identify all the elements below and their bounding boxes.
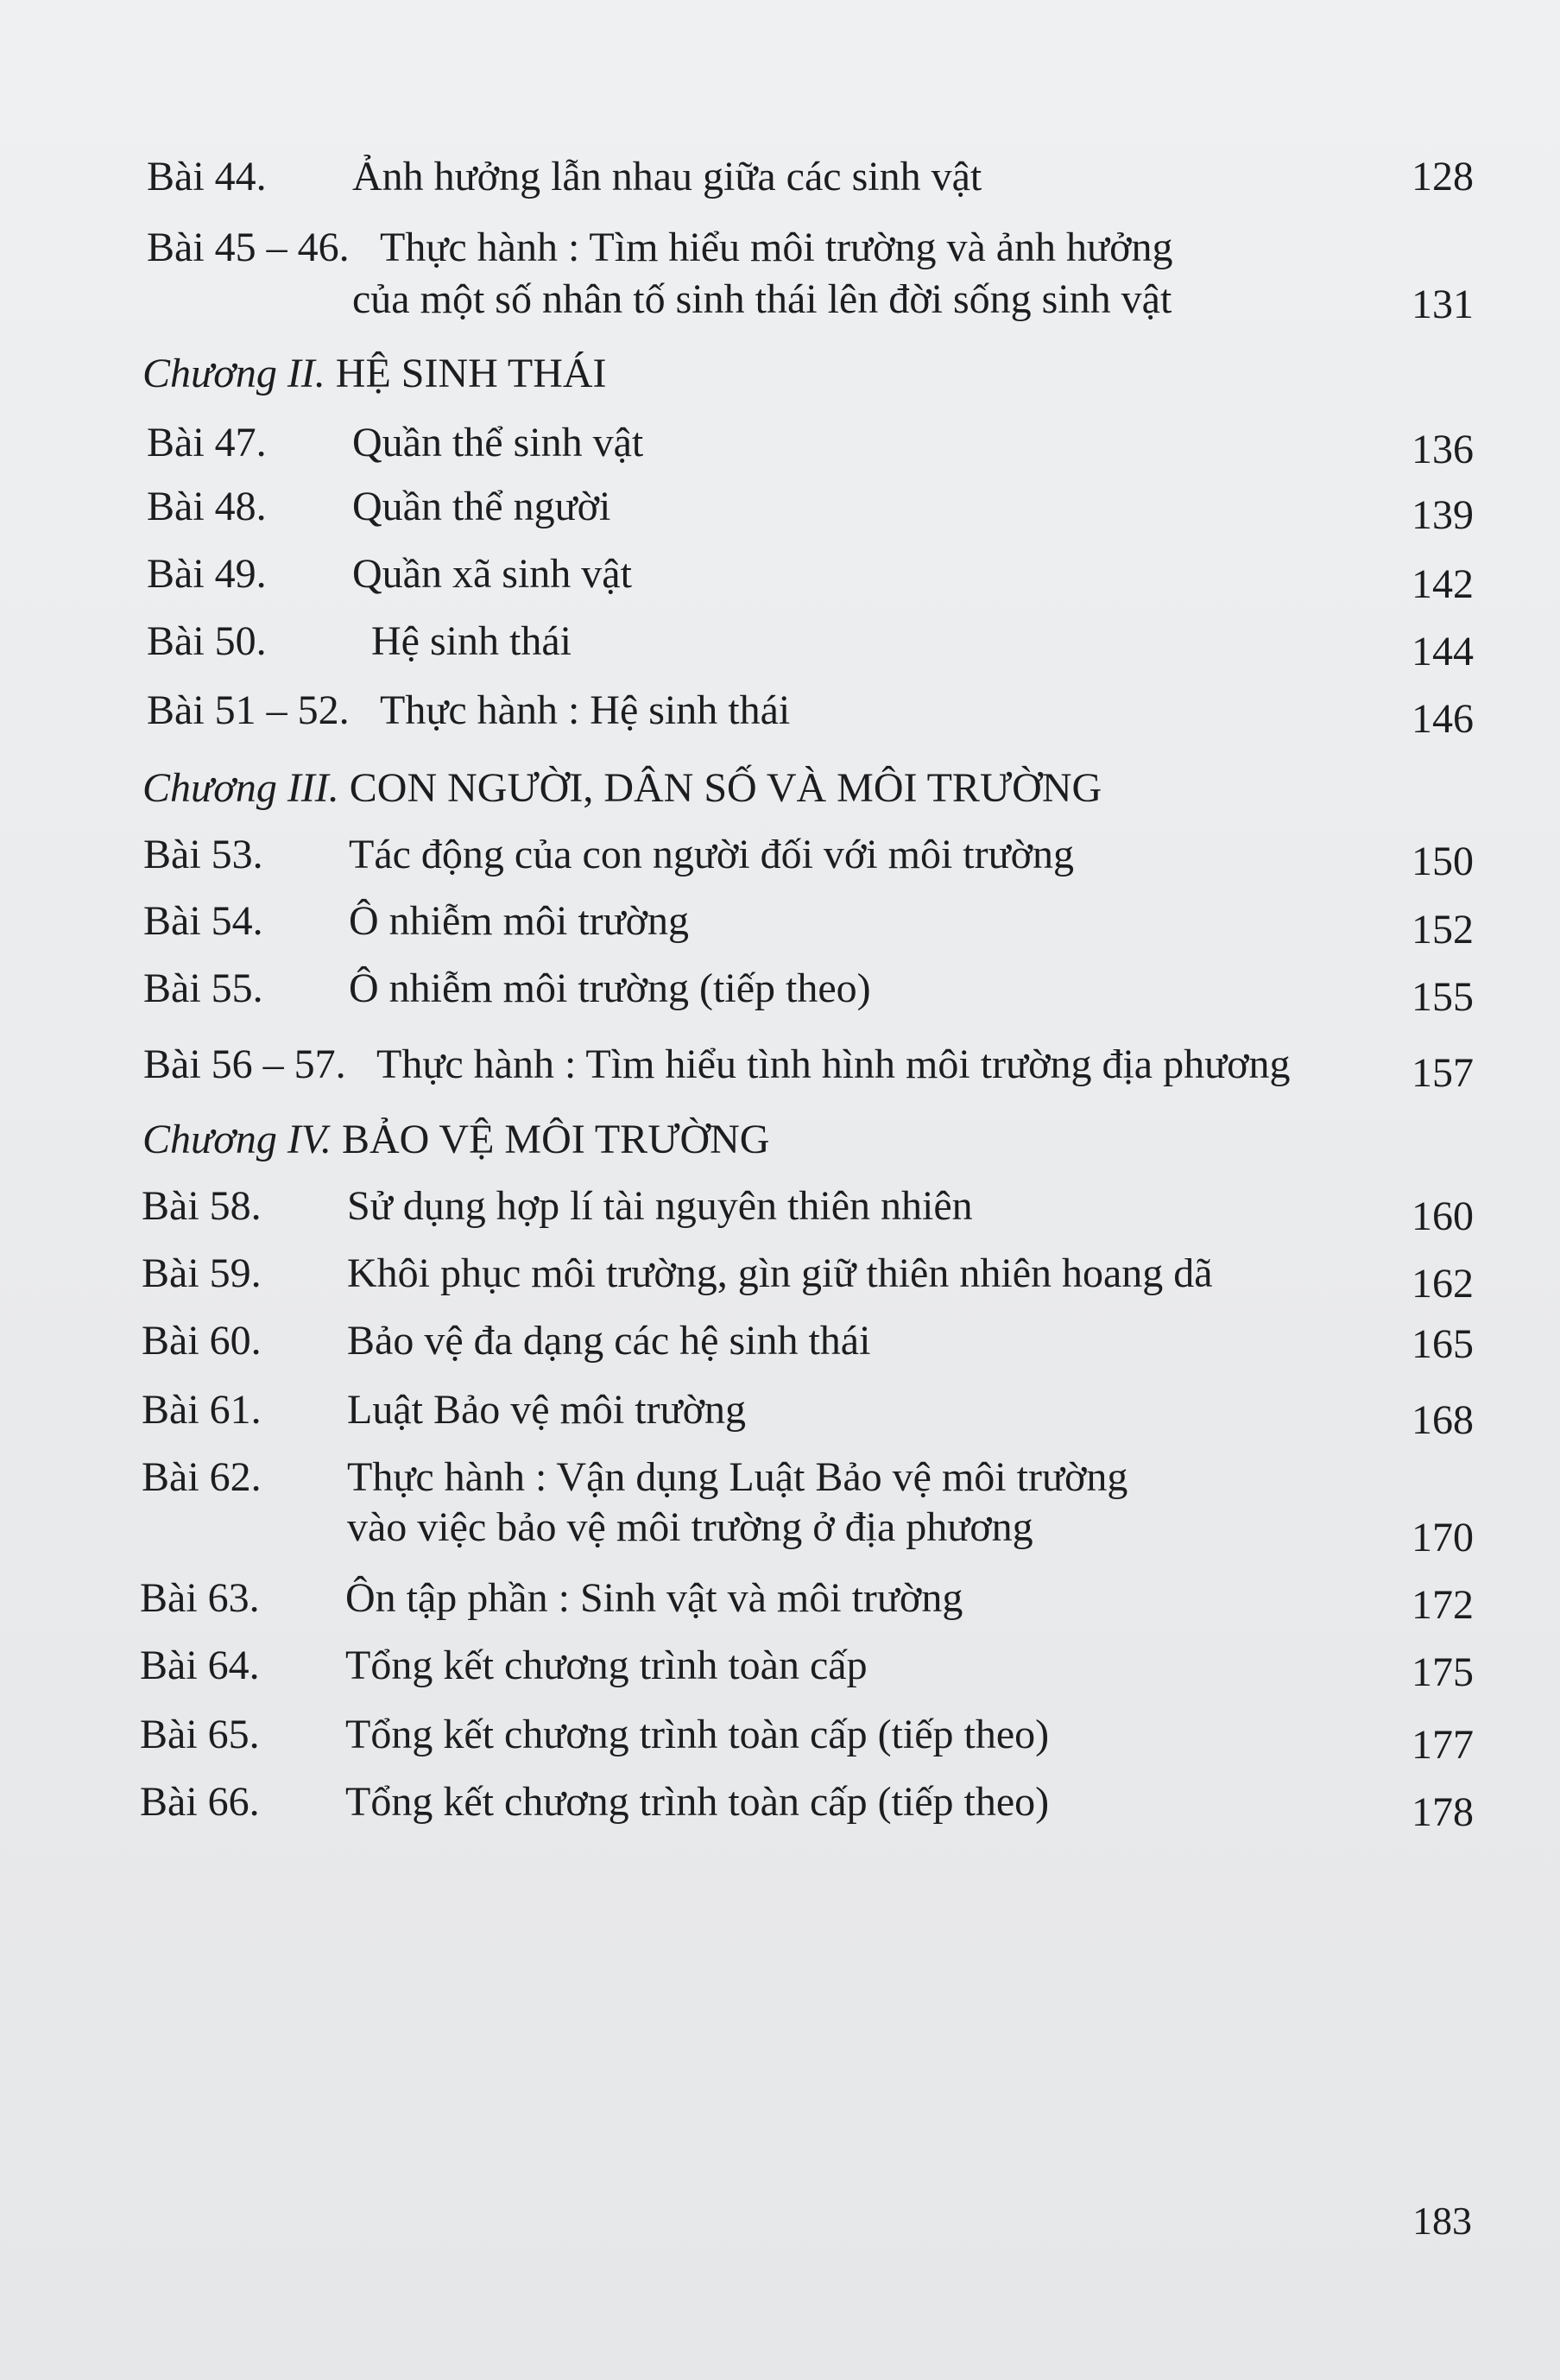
chapter-label: Chương III. <box>142 765 339 811</box>
page-number: 142 <box>1412 561 1474 607</box>
lesson-number: Bài 64. <box>140 1643 260 1688</box>
lesson-title-continued: của một số nhân tố sinh thái lên đời sống sinh vật <box>352 276 1172 322</box>
lesson-title: Tác động của con người đối với môi trường <box>349 832 1075 877</box>
page-number: 175 <box>1412 1649 1474 1695</box>
page-number: 177 <box>1412 1722 1474 1768</box>
lesson-number: Bài 49. <box>147 551 267 597</box>
page-number: 170 <box>1412 1515 1474 1560</box>
lesson-title-continued: vào việc bảo vệ môi trường ở địa phương <box>347 1504 1033 1550</box>
lesson-number: Bài 66. <box>140 1779 260 1825</box>
lesson-title: Quần xã sinh vật <box>352 551 632 597</box>
toc-entry <box>0 147 1560 207</box>
lesson-title: Thực hành : Hệ sinh thái <box>380 687 791 733</box>
lesson-title: Thực hành : Tìm hiểu tình hình môi trường địa phương <box>376 1041 1291 1087</box>
chapter-title: BẢO VỆ MÔI TRƯỜNG <box>341 1117 770 1162</box>
page-number: 165 <box>1412 1321 1474 1367</box>
chapter-heading <box>142 1110 769 1170</box>
page-number: 168 <box>1412 1397 1474 1443</box>
page-number: 139 <box>1412 492 1474 538</box>
toc-entry <box>0 1772 1560 1835</box>
lesson-title: Khôi phục môi trường, gìn giữ thiên nhiên hoang dã <box>347 1250 1213 1296</box>
toc-entry <box>0 1176 1560 1237</box>
lesson-title: Thực hành : Vận dụng Luật Bảo vệ môi trường <box>347 1454 1128 1500</box>
toc-entry <box>0 1380 1560 1443</box>
toc-entry <box>0 1311 1560 1371</box>
page-number: 150 <box>1412 839 1474 884</box>
lesson-number: Bài 44. <box>147 154 267 199</box>
toc-entry <box>0 825 1560 885</box>
lesson-number: Bài 48. <box>147 484 267 529</box>
lesson-title: Quần thể sinh vật <box>352 420 644 465</box>
page-number: 172 <box>1412 1582 1474 1628</box>
lesson-number: Bài 47. <box>147 420 267 465</box>
chapter-heading <box>142 344 607 404</box>
page-number: 136 <box>1412 427 1474 472</box>
page-folio-number: 183 <box>1412 2199 1472 2243</box>
lesson-title: Thực hành : Tìm hiểu môi trường và ảnh hưởng <box>380 225 1173 270</box>
toc-entry <box>0 891 1560 952</box>
lesson-number: Bài 60. <box>142 1318 262 1364</box>
chapter-heading <box>142 758 1102 819</box>
lesson-title: Sử dụng hợp lí tài nguyên thiên nhiên <box>347 1183 973 1229</box>
toc-entry <box>0 1035 1560 1095</box>
chapter-label: Chương IV. <box>142 1117 332 1162</box>
toc-entry <box>0 959 1560 1019</box>
lesson-number: Bài 63. <box>140 1575 260 1621</box>
toc-entry <box>0 477 1560 537</box>
lesson-number: Bài 65. <box>140 1712 260 1757</box>
lesson-number: Bài 59. <box>142 1250 262 1296</box>
toc-entry <box>0 1636 1560 1696</box>
lesson-title: Ô nhiễm môi trường (tiếp theo) <box>349 965 871 1011</box>
lesson-title: Ảnh hưởng lẫn nhau giữa các sinh vật <box>352 154 982 199</box>
lesson-number: Bài 50. <box>147 618 267 664</box>
chapter-title: CON NGƯỜI, DÂN SỐ VÀ MÔI TRƯỜNG <box>349 765 1102 811</box>
lesson-number: Bài 55. <box>143 965 263 1011</box>
lesson-title: Tổng kết chương trình toàn cấp (tiếp theo) <box>345 1779 1050 1825</box>
page-number: 152 <box>1412 907 1474 953</box>
lesson-title: Tổng kết chương trình toàn cấp (tiếp theo) <box>345 1712 1050 1757</box>
page-number: 157 <box>1412 1050 1474 1096</box>
page-number: 160 <box>1412 1193 1474 1239</box>
lesson-number: Bài 62. <box>142 1454 262 1500</box>
toc-entry <box>0 680 1560 741</box>
toc-entry <box>0 413 1560 473</box>
page-number: 144 <box>1412 629 1474 674</box>
page-number: 155 <box>1412 974 1474 1020</box>
lesson-title: Tổng kết chương trình toàn cấp <box>345 1643 868 1688</box>
toc-entry <box>0 1568 1560 1629</box>
toc-entry <box>0 218 1560 339</box>
lesson-number: Bài 56 – 57. <box>143 1041 346 1087</box>
lesson-title: Luật Bảo vệ môi trường <box>347 1387 746 1433</box>
lesson-number: Bài 45 – 46. <box>147 225 350 270</box>
lesson-number: Bài 61. <box>142 1387 262 1433</box>
page-number: 131 <box>1412 282 1474 327</box>
lesson-title: Hệ sinh thái <box>371 618 572 664</box>
page-number: 178 <box>1412 1789 1474 1835</box>
toc-entry <box>0 1447 1560 1568</box>
page-number: 146 <box>1412 696 1474 742</box>
lesson-title: Ôn tập phần : Sinh vật và môi trường <box>345 1575 963 1621</box>
lesson-number: Bài 51 – 52. <box>147 687 350 733</box>
lesson-title: Ô nhiễm môi trường <box>349 898 690 944</box>
page-number: 162 <box>1412 1261 1474 1307</box>
toc-entry <box>0 611 1560 672</box>
chapter-title: HỆ SINH THÁI <box>335 351 607 396</box>
toc-entry <box>0 1244 1560 1307</box>
page-number: 128 <box>1412 154 1474 199</box>
lesson-title: Bảo vệ đa dạng các hệ sinh thái <box>347 1318 871 1364</box>
lesson-title: Quần thể người <box>352 484 611 529</box>
lesson-number: Bài 54. <box>143 898 263 944</box>
toc-entry <box>0 544 1560 607</box>
toc-entry <box>0 1705 1560 1768</box>
lesson-number: Bài 58. <box>142 1183 262 1229</box>
lesson-number: Bài 53. <box>143 832 263 877</box>
chapter-label: Chương II. <box>142 351 325 396</box>
